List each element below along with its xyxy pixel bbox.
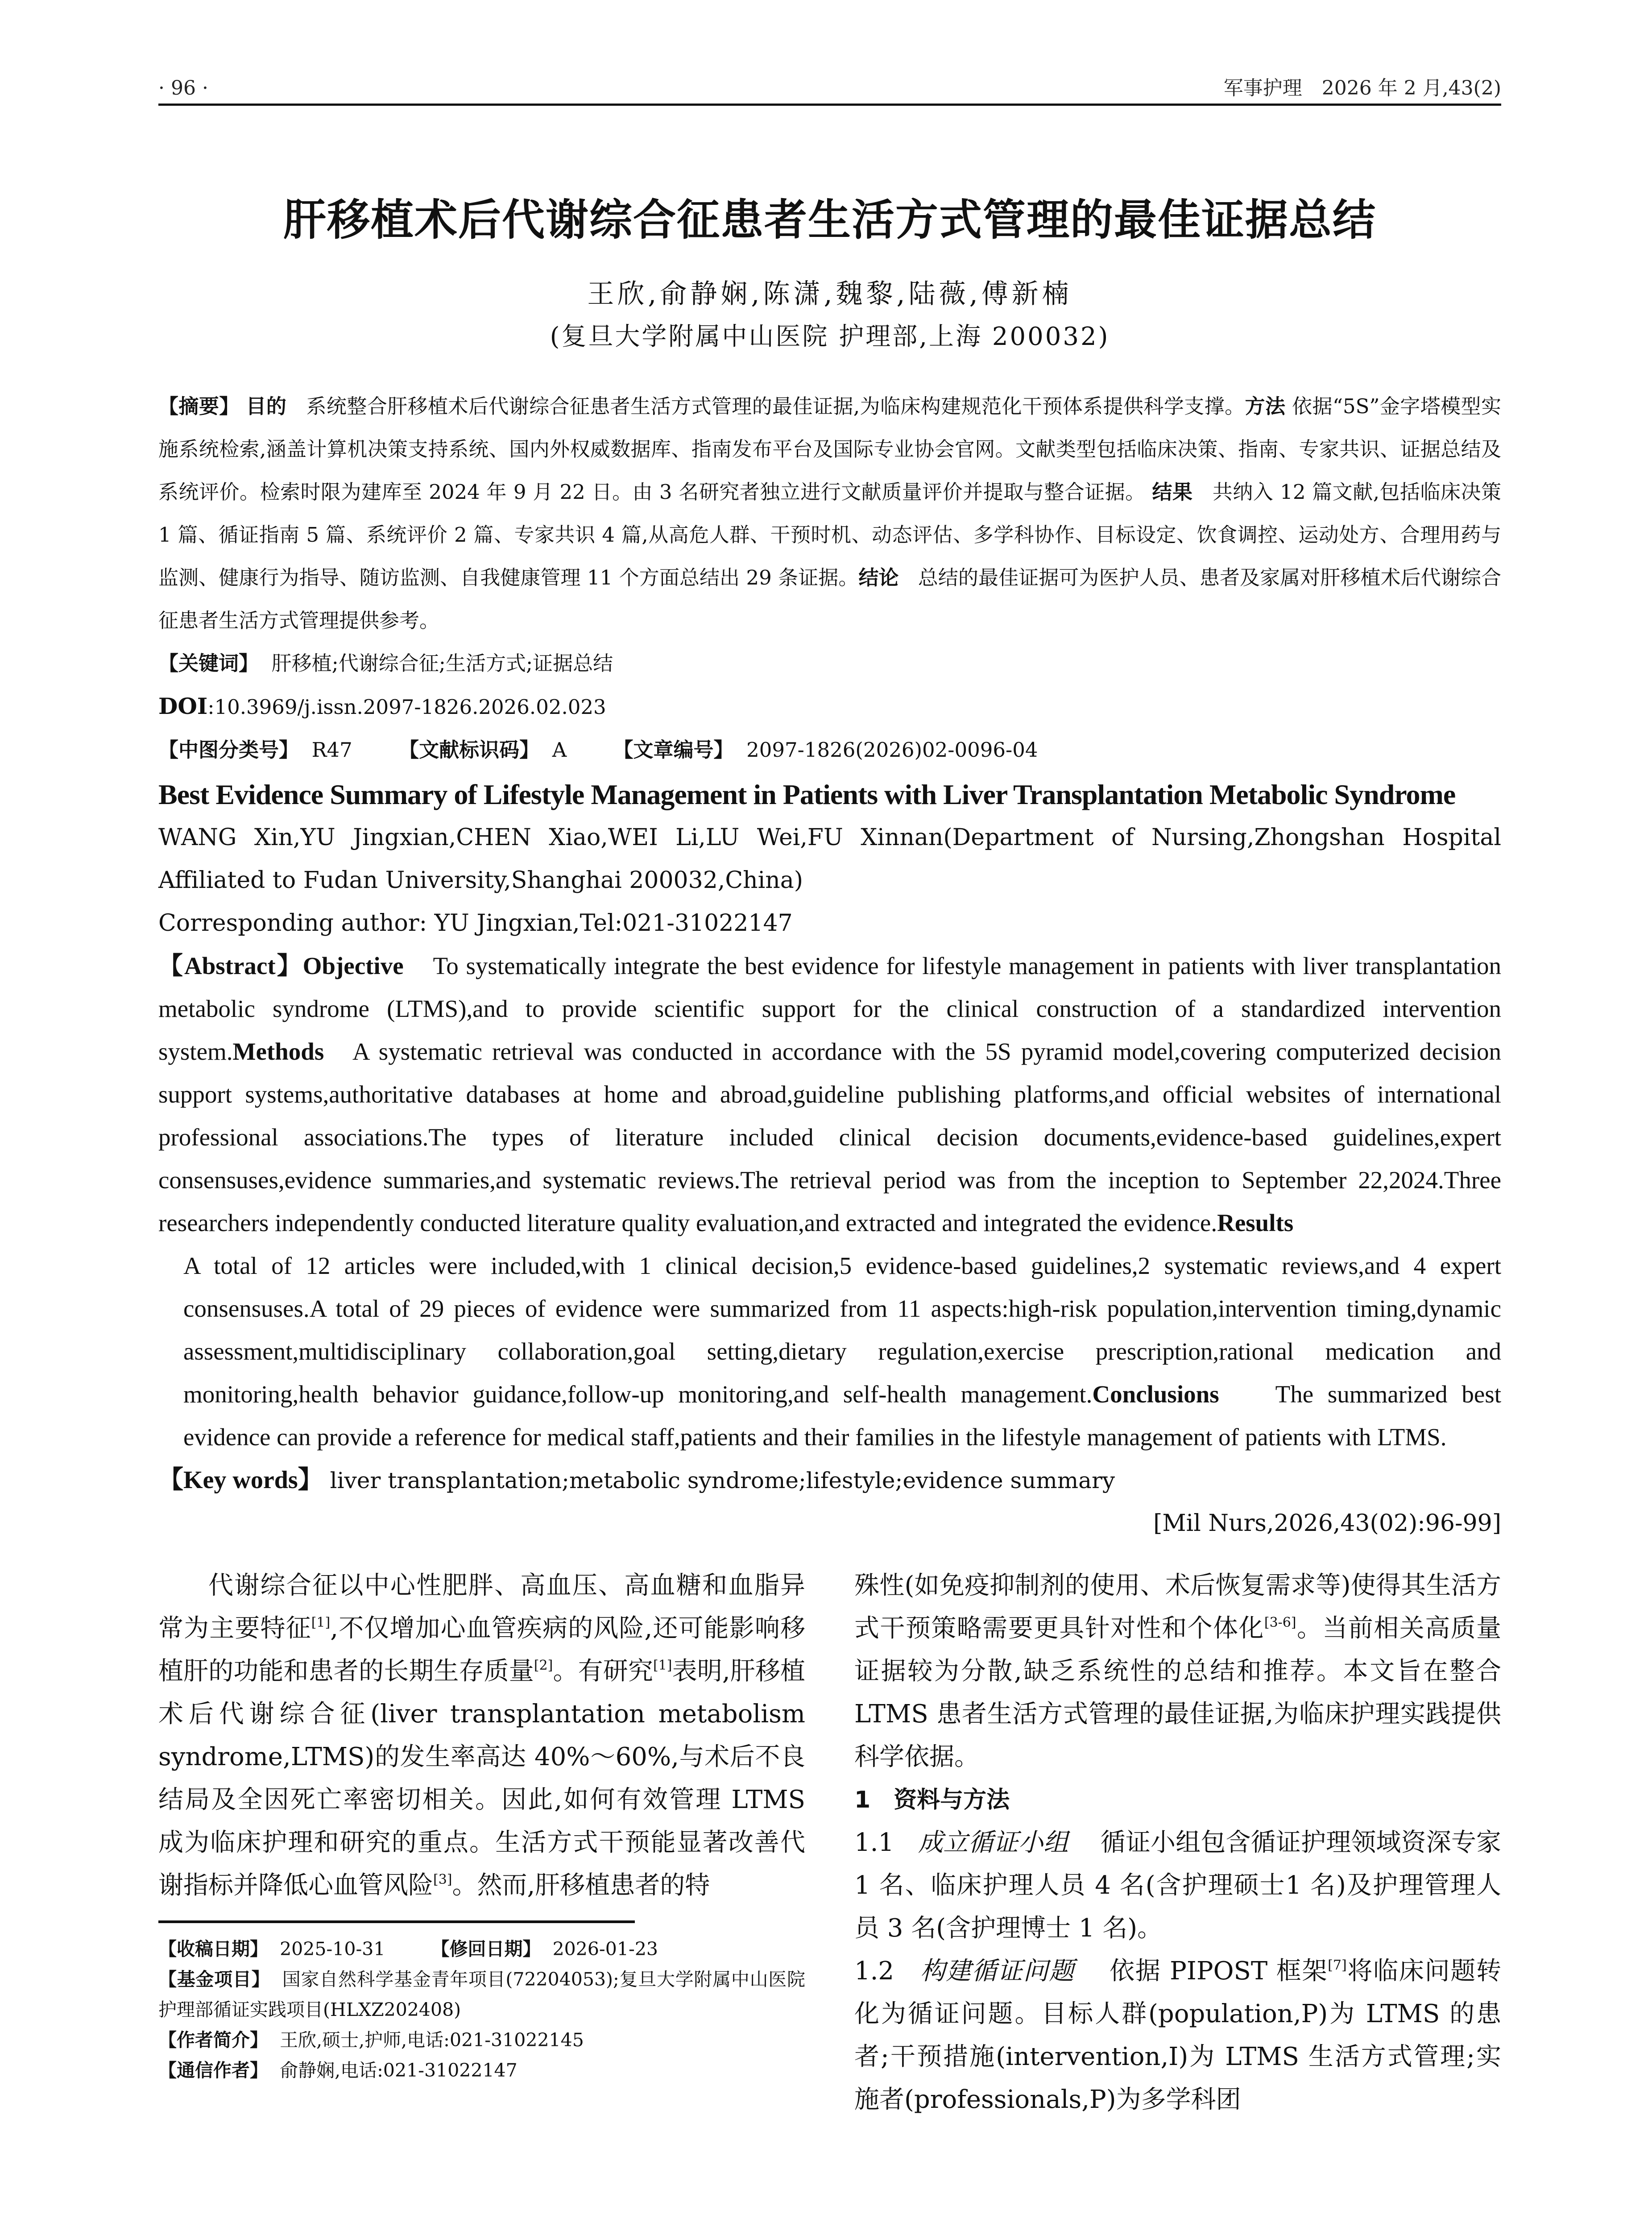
en-conclusions-text: The summarized best evidence can provide a reference for medical staff,patients and their families in the lifestyle management of patients with LTMS. — [183, 1381, 1501, 1451]
subsection-title: 构建循证问题 — [920, 1957, 1075, 1986]
revised-label: 【修回日期】 — [431, 1938, 541, 1960]
fund-label: 【基金项目】 — [158, 1969, 270, 1990]
fund-line — [158, 1964, 805, 2025]
reference-marker[interactable]: [1] — [653, 1658, 672, 1673]
header-rule — [158, 104, 1501, 106]
subsection-text: 依据 PIPOST 框架 — [1110, 1957, 1328, 1986]
article-no-value: 2097-1826(2026)02-0096-04 — [746, 738, 1038, 762]
citation: [Mil Nurs,2026,43(02):96-99] — [1153, 1510, 1501, 1537]
clc-value: R47 — [311, 738, 352, 762]
affiliation: (复旦大学附属中山医院 护理部,上海 200032) — [550, 322, 1110, 351]
bio-value: 王欣,硕士,护师,电话:021-31022145 — [280, 2029, 584, 2051]
conclusion-text: 总结的最佳证据可为医护人员、患者及家属对肝移植术后代谢综合征患者生活方式管理提供参考。 — [158, 566, 1501, 632]
received-label: 【收稿日期】 — [158, 1938, 268, 1960]
intro-continuation — [854, 1564, 1501, 1779]
chinese-abstract — [158, 385, 1501, 771]
bio-line — [158, 2025, 805, 2055]
text-run: 代谢综合征以中心性肥胖、高血压、高血糖和血脂异常为主要特征 — [158, 1571, 805, 1643]
reference-marker[interactable]: [7] — [1328, 1957, 1347, 1973]
english-keywords-line — [158, 1459, 1501, 1502]
results-text: 共纳入 12 篇文献,包括临床决策 1 篇、循证指南 5 篇、系统评价 2 篇、专家共识 4 篇,从高危人群、干预时机、动态评估、多学科协作、目标设定、饮食调控、运动处方、合理用药与监测、健康行为指导、随访监测、自我健康管理 11 个方面总结出 29 条证据。 — [158, 480, 1501, 589]
subsection-text: 循证小组包含循证护理领域资深专家 1 名、临床护理人员 4 名(含护理硕士1 名)及护理管理人员 3 名(含护理博士 1 名)。 — [854, 1828, 1502, 1943]
journal-issue: 军事护理 2026 年 2 月,43(2) — [1223, 77, 1501, 100]
abstract-label: 【摘要】 — [158, 394, 240, 418]
subsection-1-1 — [854, 1821, 1501, 1950]
revised-date: 2026-01-23 — [552, 1938, 658, 1960]
text-run: 表明,肝移植术后代谢综合征(liver transplantation metabolism syndrome,LTMS)的发生率高达 40%～60%,与术后不良结局及全因死亡率密切相关。因此,如何有效管理 LTMS 成为临床护理和研究的重点。生活方式干预能显著改善代谢指标并降低心血管风险 — [158, 1657, 806, 1900]
classification-line — [158, 729, 1501, 771]
text-run: 。当前相关高质量证据较为分散,缺乏系统性的总结和推荐。本文旨在整合 LTMS 患者生活方式管理的最佳证据,为临床护理实践提供科学依据。 — [854, 1614, 1502, 1771]
authors: 王欣,俞静娴,陈潇,魏黎,陆薇,傅新楠 — [587, 278, 1072, 310]
body-right-column — [854, 1564, 1501, 2121]
intro-paragraph — [158, 1564, 805, 1907]
keywords-line — [158, 642, 1501, 685]
en-methods-label: Methods — [232, 1038, 324, 1065]
body-left-column — [158, 1564, 805, 2121]
en-methods-text: A systematic retrieval was conducted in accordance with the 5S pyramid model,covering computerized decision support systems,authoritative databases at home and abroad,guideline publishing platforms,and official websites of international professional associations.The types of literature included clinical decision documents,evidence-based guidelines,expert consensuses,evidence summaries,and systematic reviews.The retrieval period was from the inception to September 22,2024.Three researchers independently conducted literature quality evaluation,and extracted and integrated the evidence. — [158, 1038, 1501, 1236]
english-authors: WANG Xin,YU Jingxian,CHEN Xiao,WEI Li,LU Wei,FU Xinnan(Department of Nursing,Zhongshan Hospital Affiliated to Fudan University,Shanghai 200032,China) — [158, 824, 1501, 894]
text-run: 殊性(如免疫抑制剂的使用、术后恢复需求等)使得其生活方式干预策略需要更具针对性和个体化 — [854, 1571, 1501, 1643]
en-objective-label: Objective — [302, 952, 404, 979]
abstract-paragraph — [158, 385, 1501, 642]
page-number: · 96 · — [158, 77, 208, 100]
subsection-text: 将临床问题转化为循证问题。目标人群(population,P)为 LTMS 的患者;干预措施(intervention,I)为 LTMS 生活方式管理;实施者(professionals,P)为多学科团 — [854, 1957, 1502, 2114]
en-keywords-value: liver transplantation;metabolic syndrome;lifestyle;evidence summary — [330, 1468, 1115, 1493]
reference-marker[interactable]: [1] — [311, 1615, 331, 1630]
corr-label: 【通信作者】 — [158, 2060, 268, 2081]
reference-marker[interactable]: [2] — [534, 1658, 553, 1673]
objective-text: 系统整合肝移植术后代谢综合征患者生活方式管理的最佳证据,为临床构建规范化干预体系提供科学支撑。 — [306, 394, 1245, 418]
running-header — [158, 77, 1501, 100]
doc-code-value: A — [552, 738, 567, 762]
en-results-text: A total of 12 articles were included,with 1 clinical decision,5 evidence-based guidelines,2 systematic reviews,and 4 expert consensuses.A total of 29 pieces of evidence were summarized from 11 aspects:high-risk population,intervention timing,dynamic assessment,multidisciplinary collaboration,goal setting,dietary regulation,exercise prescription,rational medication and monitoring,health behavior guidance,follow-up monitoring,and self-health management. — [183, 1252, 1501, 1408]
footnotes — [158, 1934, 805, 2086]
text-run: 。有研究 — [553, 1657, 653, 1686]
en-keywords-label: 【Key words】 — [158, 1466, 323, 1494]
reference-marker[interactable]: [3] — [433, 1872, 452, 1887]
subsection-number: 1.2 — [854, 1957, 894, 1986]
corresponding-line — [158, 2055, 805, 2086]
subsection-number: 1.1 — [854, 1828, 894, 1857]
doi-line — [158, 685, 1501, 729]
article-title: 肝移植术后代谢综合征患者生活方式管理的最佳证据总结 — [283, 195, 1376, 245]
dates-line — [158, 1934, 805, 1964]
keywords-label: 【关键词】 — [158, 651, 259, 675]
english-title: Best Evidence Summary of Lifestyle Management in Patients with Liver Transplantation Metabolic Syndrome — [158, 779, 1456, 810]
keywords-value: 肝移植;代谢综合征;生活方式;证据总结 — [271, 651, 613, 675]
bio-label: 【作者简介】 — [158, 2029, 268, 2051]
text-run: ,不仅增加心血管疾病的风险,还可能影响移植肝的功能和患者的长期生存质量 — [158, 1614, 806, 1686]
methods-text: 依据“5S”金字塔模型实施系统检索,涵盖计算机决策支持系统、国内外权威数据库、指南发布平台及国际专业协会官网。文献类型包括临床决策、指南、专家共识、证据总结及系统评价。检索时限为建库至 2024 年 9 月 22 日。由 3 名研究者独立进行文献质量评价并提取与整合证据。 — [158, 394, 1501, 504]
text-run: 。然而,肝移植患者的特 — [452, 1871, 710, 1900]
received-date: 2025-10-31 — [280, 1938, 385, 1960]
footnote-rule — [158, 1920, 635, 1923]
doc-code-label: 【文献标识码】 — [399, 738, 540, 762]
en-objective-text: To systematically integrate the best evidence for lifestyle management in patients with liver transplantation metabolic syndrome (LTMS),and to provide scientific support for the clinical construction of a standardized intervention system. — [158, 952, 1501, 1065]
english-authors-block — [158, 816, 1501, 945]
objective-label: 目的 — [246, 394, 287, 418]
en-results-label: Results — [1217, 1209, 1294, 1236]
fund-value: 国家自然科学基金青年项目(72204053);复旦大学附属中山医院护理部循证实践项目(HLXZ202408) — [158, 1969, 805, 2020]
results-label: 结果 — [1152, 480, 1193, 504]
subsection-title: 成立循证小组 — [918, 1828, 1068, 1857]
article-no-label: 【文章编号】 — [613, 738, 734, 762]
doi-link[interactable]: :10.3969/j.issn.2097-1826.2026.02.023 — [207, 695, 606, 719]
subsection-1-2 — [854, 1950, 1501, 2121]
body-columns — [158, 1564, 1501, 2121]
corresponding-author: Corresponding author: YU Jingxian,Tel:021-31022147 — [158, 910, 793, 937]
methods-label: 方法 — [1245, 394, 1286, 418]
english-results-paragraph — [158, 1244, 1501, 1459]
doi-label: DOI — [158, 693, 208, 719]
conclusion-label: 结论 — [858, 566, 899, 589]
english-abstract-paragraph — [158, 945, 1501, 1244]
corr-value: 俞静娴,电话:021-31022147 — [280, 2060, 518, 2081]
english-abstract — [158, 945, 1501, 1502]
section-heading-1: 1 资料与方法 — [854, 1787, 1010, 1813]
en-abstract-label: 【Abstract】 — [158, 952, 303, 979]
clc-label: 【中图分类号】 — [158, 738, 299, 762]
en-conclusions-label: Conclusions — [1092, 1381, 1219, 1408]
reference-marker[interactable]: [3-6] — [1264, 1615, 1296, 1630]
